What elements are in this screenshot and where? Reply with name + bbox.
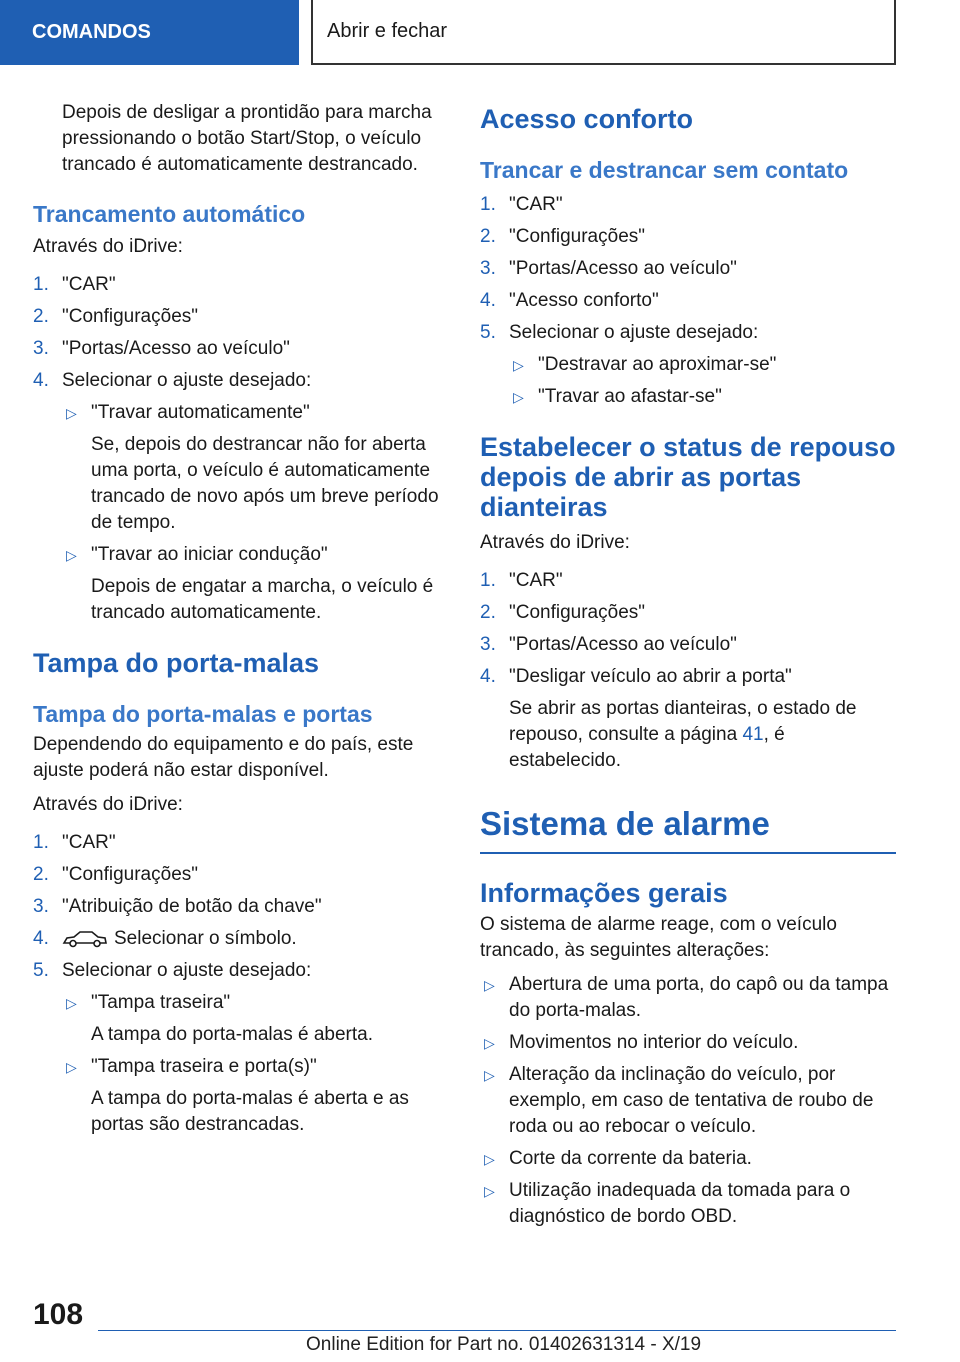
chapter-header — [311, 0, 896, 65]
list-item: 5. Selecionar o ajuste desejado: — [480, 320, 896, 346]
list-item: ▷ Movimentos no interior do veículo. — [480, 1030, 896, 1056]
triangle-bullet-icon: ▷ — [484, 1151, 495, 1167]
heading-comfort-access: Acesso conforto — [480, 104, 694, 134]
comfort-steps — [480, 192, 896, 346]
list-item: 1. "CAR" — [480, 568, 896, 594]
triangle-bullet-icon: ▷ — [513, 357, 524, 373]
list-item: ▷ Abertura de uma porta, do capô ou da tampa do porta-malas. — [484, 974, 889, 1021]
list-item: 4. "Acesso conforto" — [480, 288, 896, 314]
auto-lock-steps — [33, 272, 448, 394]
list-item: 3. "Portas/Acesso ao veículo" — [480, 256, 896, 282]
list-item: ▷ "Travar ao afastar-se" — [509, 384, 896, 410]
edition-footer: Online Edition for Part no. 01402631314 - X/19 — [306, 1334, 702, 1355]
triangle-bullet-icon: ▷ — [484, 977, 495, 993]
rest-steps — [480, 568, 896, 690]
triangle-bullet-icon: ▷ — [484, 1035, 495, 1051]
alarm-intro: O sistema de alarme reage, com o veículo trancado, às seguintes alterações: — [480, 914, 837, 961]
list-item: 3. "Portas/Acesso ao veículo" — [480, 632, 896, 658]
auto-lock-options — [33, 400, 448, 626]
triangle-bullet-icon: ▷ — [66, 1059, 77, 1075]
list-item: 2. "Configurações" — [33, 304, 448, 330]
page-reference-link[interactable]: 41 — [742, 724, 764, 745]
step-number: 3. — [33, 896, 49, 917]
step-number: 1. — [480, 194, 496, 215]
triangle-bullet-icon: ▷ — [66, 405, 77, 421]
step-number: 2. — [480, 226, 496, 247]
availability-note: Dependendo do equipamento e do país, este ajuste poderá não estar disponível. — [33, 734, 414, 781]
section-tab — [0, 0, 299, 65]
list-item: 2. "Configurações" — [33, 862, 448, 888]
list-item: 1. "CAR" — [33, 830, 448, 856]
step-number: 2. — [480, 602, 496, 623]
step-number: 3. — [480, 634, 496, 655]
list-item: 1. "CAR" — [480, 192, 896, 218]
triangle-bullet-icon: ▷ — [66, 547, 77, 563]
heading-rest-status: Estabelecer o status de repouso depois de abrir as portas dianteiras — [480, 432, 896, 522]
step-number: 3. — [33, 338, 49, 359]
page-number: 108 — [33, 1298, 84, 1331]
list-item: 5. Selecionar o ajuste desejado: — [33, 958, 448, 984]
chapter-title: Abrir e fechar — [327, 20, 448, 42]
trunk-options — [33, 990, 448, 1138]
list-item: ▷ Utilização inadequada da tomada para o diagnóstico de bordo OBD. — [484, 1180, 851, 1227]
list-item: ▷ "Destravar ao aproximar-se" — [509, 352, 896, 378]
triangle-bullet-icon: ▷ — [66, 995, 77, 1011]
footer-rule — [98, 1330, 896, 1331]
alarm-triggers — [480, 972, 896, 1230]
heading-alarm-system: Sistema de alarme — [480, 805, 770, 842]
step-number: 3. — [480, 258, 496, 279]
trunk-steps — [33, 830, 448, 984]
step-number: 2. — [33, 306, 49, 327]
step-number: 1. — [33, 274, 49, 295]
idrive-label: Através do iDrive: — [480, 532, 630, 553]
idrive-label: Através do iDrive: — [33, 794, 183, 815]
list-item: 2. "Configurações" — [480, 600, 896, 626]
heading-auto-lock: Trancamento automático — [33, 201, 306, 227]
step-number: 1. — [33, 832, 49, 853]
car-icon — [62, 930, 108, 948]
list-item: 4. Selecionar o ajuste desejado: — [33, 368, 448, 394]
step-number: 5. — [480, 322, 496, 343]
list-item: 4. Selecionar o símbolo. — [33, 926, 448, 952]
heading-trunk: Tampa do porta-malas — [33, 648, 320, 678]
subheading-trunk-doors: Tampa do porta-malas e portas — [33, 701, 373, 727]
list-item: 3. "Portas/Acesso ao veículo" — [33, 336, 448, 362]
triangle-bullet-icon: ▷ — [484, 1067, 495, 1083]
subheading-general-info: Informações gerais — [480, 878, 728, 908]
intro-paragraph: Depois de desligar a prontidão para marcha pressionando o botão Start/Stop, o veículo trancado é automaticamente destrancado. — [62, 102, 432, 175]
list-item: 4. "Desligar veículo ao abrir a porta" — [480, 664, 896, 690]
triangle-bullet-icon: ▷ — [513, 389, 524, 405]
step-number: 4. — [480, 666, 496, 687]
idrive-label: Através do iDrive: — [33, 236, 183, 257]
heading-rule — [480, 852, 896, 854]
list-item: ▷ Alteração da inclinação do veículo, por exemplo, em caso de tentativa de roubo de roda ou ao rebocar o veículo. — [484, 1064, 874, 1137]
section-title: COMANDOS — [32, 21, 151, 43]
step-number: 2. — [33, 864, 49, 885]
list-item: 3. "Atribuição de botão da chave" — [33, 894, 448, 920]
list-item: ▷ "Travar ao iniciar condução" Depois de engatar a marcha, o veículo é trancado automaticamente. — [66, 544, 434, 623]
right-column — [480, 100, 896, 1236]
rest-description: Se abrir as portas dianteiras, o estado de repouso, consulte a página 41, é estabelecido. — [509, 698, 857, 771]
step-number: 4. — [33, 370, 49, 391]
step-number: 4. — [33, 928, 49, 949]
comfort-options — [480, 352, 896, 410]
list-item: 1. "CAR" — [33, 272, 448, 298]
list-item: ▷ "Tampa traseira e porta(s)" A tampa do porta-malas é aberta e as portas são destrancadas. — [66, 1056, 409, 1135]
step-number: 1. — [480, 570, 496, 591]
triangle-bullet-icon: ▷ — [484, 1183, 495, 1199]
step-number: 5. — [33, 960, 49, 981]
list-item: ▷ "Travar automaticamente" Se, depois do destrancar não for aberta uma porta, o veículo é automaticamente trancado de novo após um breve período de tempo. — [66, 402, 439, 533]
list-item: ▷ Corte da corrente da bateria. — [480, 1146, 896, 1172]
left-column — [33, 100, 448, 1144]
list-item: ▷ "Tampa traseira" A tampa do porta-malas é aberta. — [66, 992, 373, 1045]
list-item: 2. "Configurações" — [480, 224, 896, 250]
step-number: 4. — [480, 290, 496, 311]
subheading-keyless: Trancar e destrancar sem contato — [480, 157, 849, 183]
